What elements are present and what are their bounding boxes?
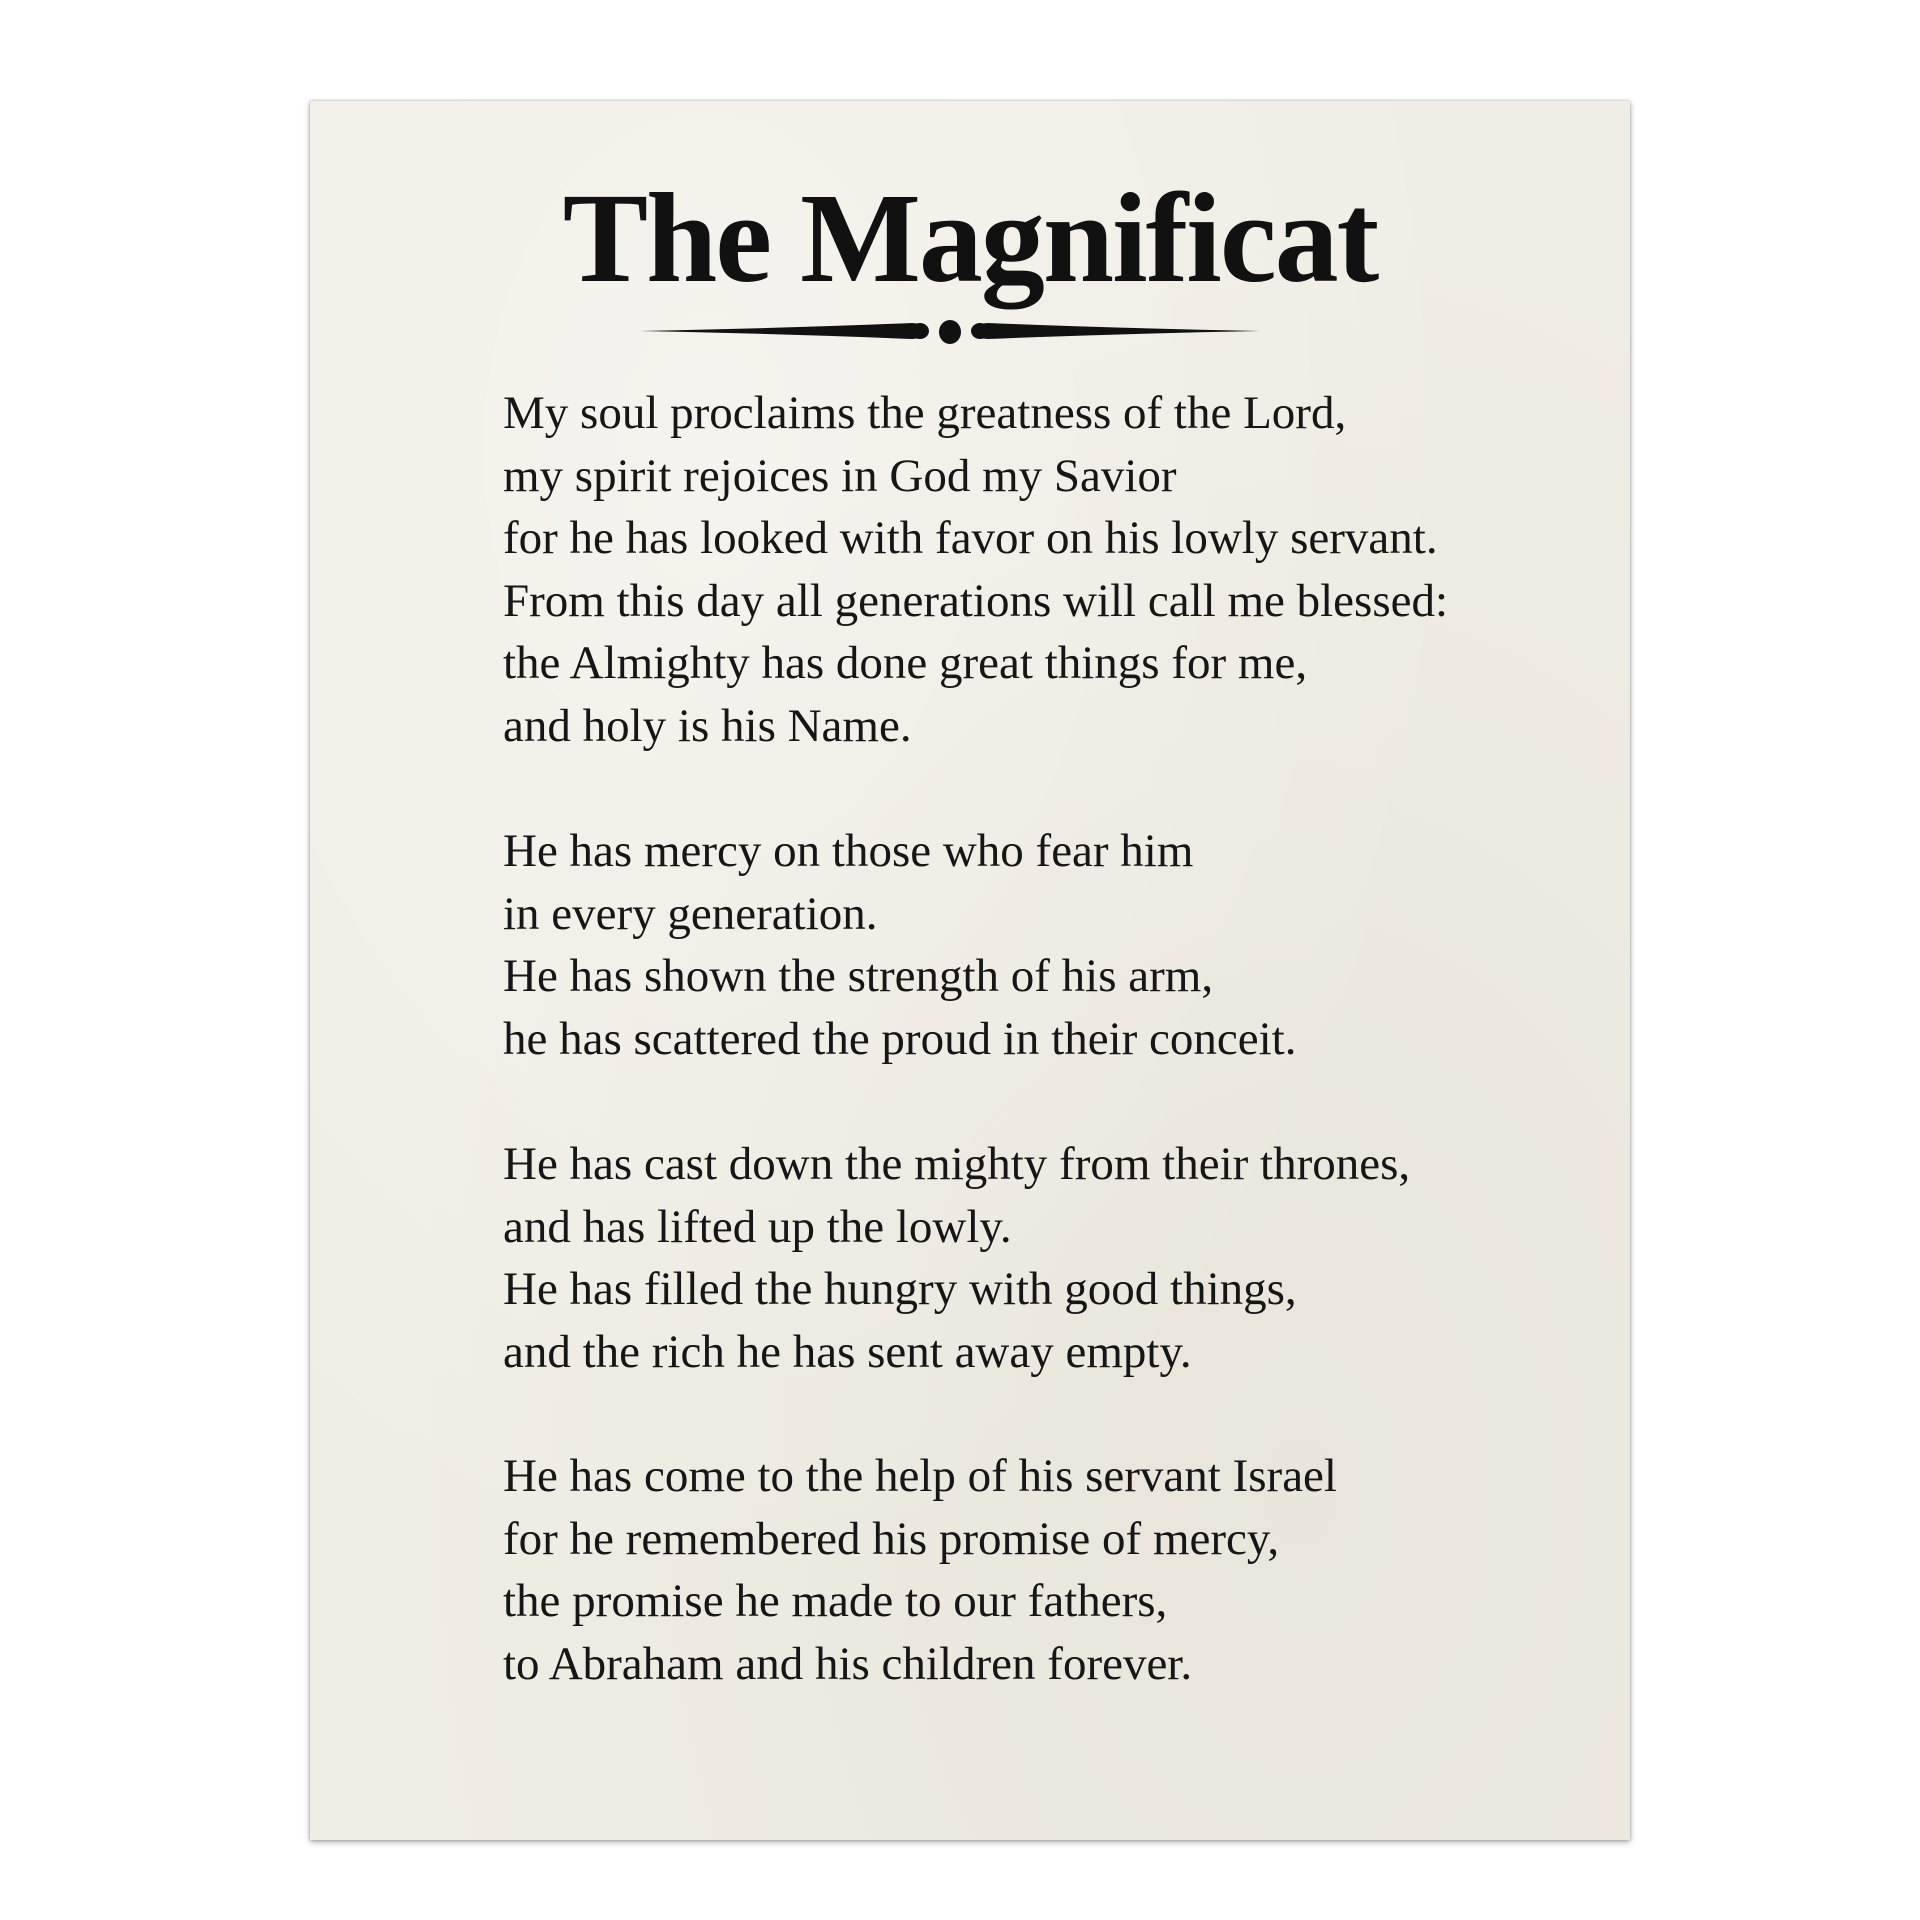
verse-line: the Almighty has done great things for me,: [503, 637, 1308, 689]
verse-line: for he has looked with favor on his lowly servant.: [503, 512, 1438, 564]
verse-line: My soul proclaims the greatness of the Lord,: [503, 387, 1347, 439]
ornamental-divider-icon: [640, 311, 1260, 351]
stanza-2: [503, 820, 1296, 1070]
verse-line: to Abraham and his children forever.: [503, 1637, 1193, 1690]
verse-line: for he remembered his promise of mercy,: [503, 1512, 1280, 1565]
page-title: The Magnificat: [562, 167, 1378, 309]
verse-line: and has lifted up the lowly.: [503, 1200, 1012, 1253]
verse-line: He has come to the help of his servant Israel: [503, 1450, 1337, 1502]
verse-line: and holy is his Name.: [503, 699, 912, 752]
verse-line: He has cast down the mighty from their thrones,: [503, 1138, 1411, 1190]
stanza-4: [503, 1445, 1337, 1695]
verse-line: in every generation.: [503, 887, 878, 940]
verse-line: From this day all generations will call me blessed:: [503, 574, 1449, 627]
stanza-3: [503, 1133, 1410, 1383]
verse-line: He has mercy on those who fear him: [503, 825, 1194, 877]
verse-line: my spirit rejoices in God my Savior: [503, 449, 1177, 502]
verse-line: He has filled the hungry with good things,: [503, 1263, 1297, 1315]
verse-line: and the rich he has sent away empty.: [503, 1325, 1192, 1378]
verse-line: the promise he made to our fathers,: [503, 1575, 1168, 1627]
stanza-1: [503, 382, 1448, 757]
verse-line: he has scattered the proud in their conceit.: [503, 1012, 1297, 1065]
verse-line: He has shown the strength of his arm,: [503, 950, 1214, 1002]
poster-page: [310, 101, 1630, 1840]
